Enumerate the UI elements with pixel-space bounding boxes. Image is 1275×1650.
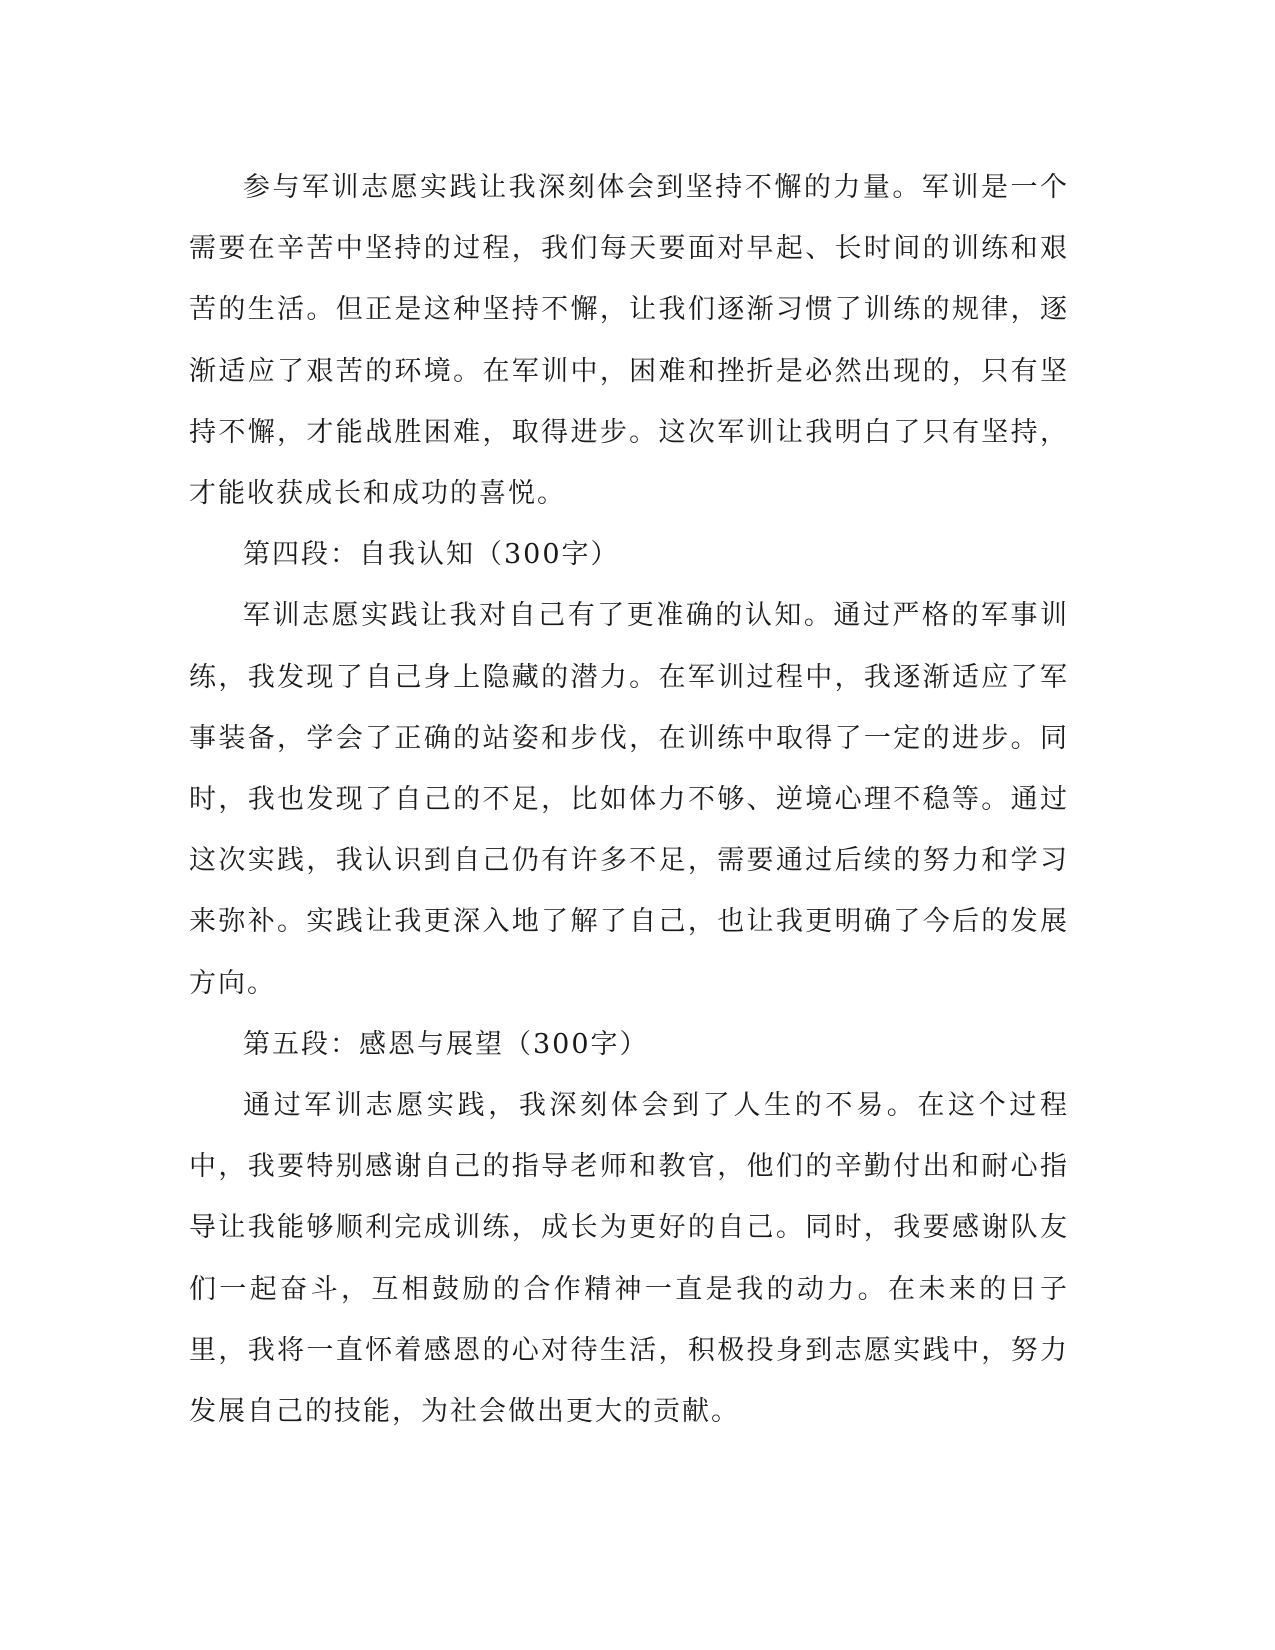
section-heading-self-awareness: 第四段：自我认知（300字）	[243, 539, 620, 571]
document-body	[189, 157, 1069, 1442]
paragraph-gratitude: 通过军训志愿实践，我深刻体会到了人生的不易。在这个过程中，我要特别感谢自己的指导老师和教官，他们的辛勤付出和耐心指导让我能够顺利完成训练，成长为更好的自己。同时，我要感谢队友们一起奋斗，互相鼓励的合作精神一直是我的动力。在未来的日子里，我将一直怀着感恩的心对待生活，积极投身到志愿实践中，努力发展自己的技能，为社会做出更大的贡献。	[189, 1090, 1069, 1428]
paragraph-perseverance: 参与军训志愿实践让我深刻体会到坚持不懈的力量。军训是一个需要在辛苦中坚持的过程，我们每天要面对早起、长时间的训练和艰苦的生活。但正是这种坚持不懈，让我们逐渐习惯了训练的规律，逐渐适应了艰苦的环境。在军训中，困难和挫折是必然出现的，只有坚持不懈，才能战胜困难，取得进步。这次军训让我明白了只有坚持，才能收获成长和成功的喜悦。	[189, 172, 1069, 510]
paragraph-self-awareness: 军训志愿实践让我对自己有了更准确的认知。通过严格的军事训练，我发现了自己身上隐藏的潜力。在军训过程中，我逐渐适应了军事装备，学会了正确的站姿和步伐，在训练中取得了一定的进步。同时，我也发现了自己的不足，比如体力不够、逆境心理不稳等。通过这次实践，我认识到自己仍有许多不足，需要通过后续的努力和学习来弥补。实践让我更深入地了解了自己，也让我更明确了今后的发展方向。	[189, 600, 1069, 999]
section-heading-gratitude: 第五段：感恩与展望（300字）	[243, 1028, 649, 1060]
